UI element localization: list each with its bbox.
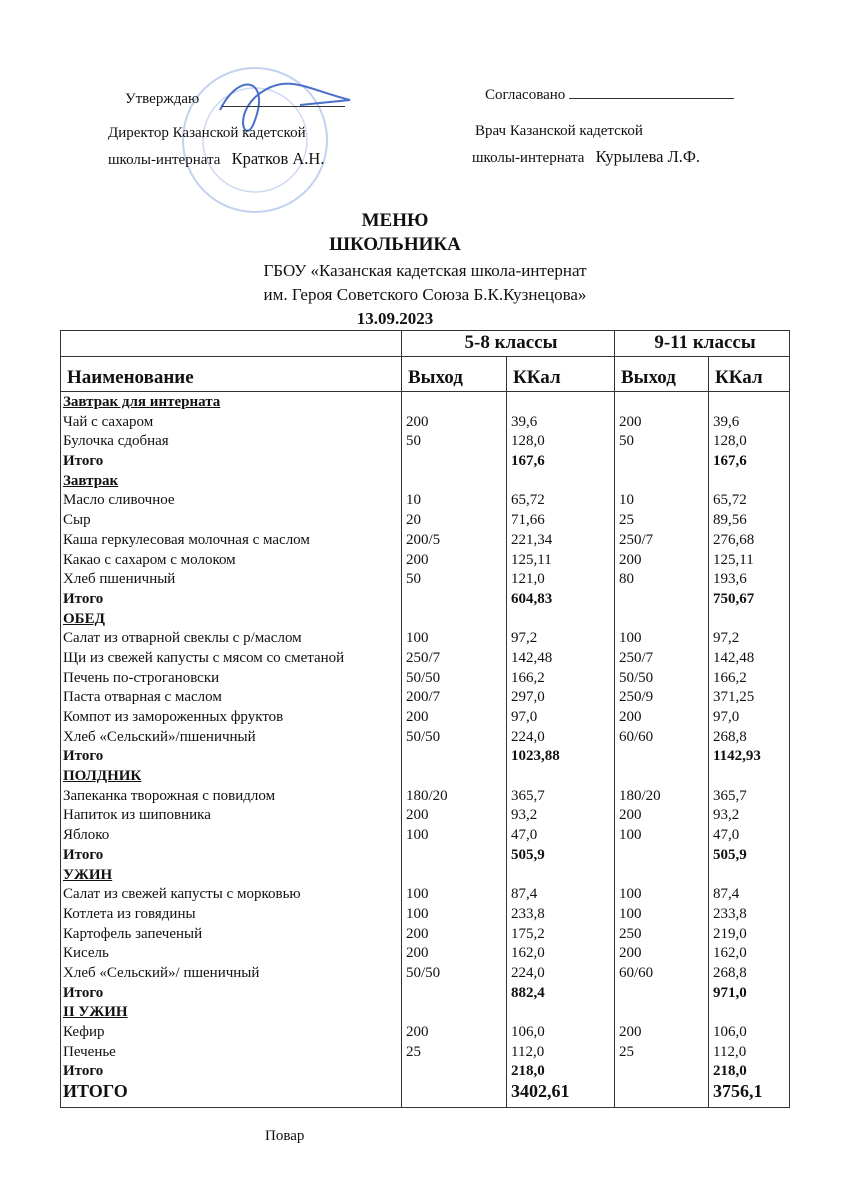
approve-signature-line [222, 106, 345, 107]
item-out-9-11 [615, 1003, 708, 1023]
approve-name: Кратков А.Н. [231, 149, 325, 168]
item-out-5-8: 100 [406, 827, 429, 844]
item-name: Яблоко [63, 827, 110, 844]
out2-column [614, 391, 708, 1107]
item-kcal-9-11 [709, 866, 789, 886]
item-kcal-5-8: 166,2 [511, 669, 545, 686]
item-kcal-5-8: 97,2 [511, 630, 538, 647]
item-out-5-8 [402, 767, 506, 787]
item-kcal-9-11: 167,6 [713, 453, 747, 470]
approve-position: Директор Казанской кадетской [108, 125, 306, 141]
approve-label: Утверждаю [125, 91, 200, 107]
item-out-9-11: 25 [619, 512, 634, 529]
item-out-9-11: 200 [619, 413, 642, 430]
item-out-9-11 [615, 866, 708, 886]
item-kcal-5-8: 121,0 [511, 571, 545, 588]
item-kcal-9-11 [709, 610, 789, 630]
item-out-5-8 [402, 846, 506, 866]
item-name: Итого [63, 453, 104, 470]
item-kcal-9-11: 365,7 [713, 787, 747, 804]
item-kcal-9-11: 219,0 [713, 925, 747, 942]
item-kcal-5-8: 233,8 [511, 905, 545, 922]
item-out-5-8: 250/7 [406, 649, 441, 666]
header-blank [61, 331, 401, 356]
item-kcal-9-11: 112,0 [713, 1043, 747, 1060]
agree-org: школы-интерната [472, 150, 585, 166]
item-name: Картофель запеченый [63, 925, 203, 942]
agree-name: Курылева Л.Ф. [595, 147, 701, 166]
item-out-5-8 [402, 590, 506, 610]
item-kcal-9-11: 87,4 [713, 886, 740, 903]
item-kcal-9-11 [709, 472, 789, 492]
kcal2-column [708, 391, 789, 1107]
item-kcal-9-11: 233,8 [713, 905, 747, 922]
col-out2-header: Выход [614, 357, 708, 391]
item-out-5-8: 100 [406, 630, 429, 647]
item-out-9-11 [615, 452, 708, 472]
item-out-5-8: 100 [406, 886, 429, 903]
item-out-9-11: 25 [619, 1043, 634, 1060]
item-name: Каша геркулесовая молочная с маслом [63, 531, 310, 548]
item-kcal-5-8: 167,6 [511, 453, 545, 470]
item-out-5-8: 200 [406, 945, 429, 962]
item-out-5-8: 50 [406, 571, 421, 588]
cook-label: Повар [265, 1128, 305, 1144]
item-name: Хлеб «Сельский»/ пшеничный [63, 964, 260, 981]
item-out-5-8: 200 [406, 807, 429, 824]
group-5-8-header: 5-8 классы [401, 331, 614, 356]
item-kcal-9-11: 371,25 [713, 689, 755, 706]
item-kcal-9-11: 162,0 [713, 945, 747, 962]
item-name: ИТОГО [63, 1081, 128, 1102]
agree-signature-line [569, 98, 734, 99]
item-name: Печень по-строгановски [63, 669, 220, 686]
item-kcal-9-11: 128,0 [713, 433, 747, 450]
org-line-1: ГБОУ «Казанская кадетская школа-интернат [263, 261, 587, 280]
col-name-header: Наименование [67, 367, 194, 388]
item-name: Кисель [63, 945, 109, 962]
item-kcal-5-8: 125,11 [511, 551, 552, 568]
section-title: II УЖИН [63, 1004, 128, 1021]
item-kcal-9-11: 193,6 [713, 571, 747, 588]
item-out-5-8: 50/50 [406, 669, 441, 686]
item-kcal-5-8: 218,0 [511, 1063, 545, 1080]
item-out-9-11: 80 [619, 571, 634, 588]
item-out-5-8: 200 [406, 1024, 429, 1040]
item-kcal-5-8: 505,9 [511, 846, 545, 863]
item-name: Хлеб пшеничный [63, 571, 176, 588]
item-out-5-8: 200/7 [406, 689, 441, 706]
item-out-5-8 [402, 393, 506, 413]
item-name: Масло сливочное [63, 492, 175, 509]
item-out-9-11: 50 [619, 433, 634, 450]
item-kcal-5-8: 3402,61 [511, 1081, 570, 1102]
item-out-9-11: 250 [619, 925, 642, 942]
item-kcal-5-8: 882,4 [511, 984, 545, 1001]
item-out-9-11: 180/20 [619, 787, 661, 804]
item-out-9-11: 250/7 [619, 531, 654, 548]
item-out-5-8: 100 [406, 905, 429, 922]
section-title: Завтрак для интерната [63, 394, 221, 410]
col-kcal2-header: ККал [708, 357, 789, 391]
approve-org: школы-интерната [108, 152, 221, 168]
group-9-11-header: 9-11 классы [614, 331, 789, 356]
item-name: Салат из отварной свеклы с р/маслом [63, 630, 302, 647]
item-out-5-8 [402, 472, 506, 492]
agree-position: Врач Казанской кадетской [475, 123, 643, 139]
item-out-5-8: 50 [406, 433, 421, 450]
item-kcal-5-8: 106,0 [511, 1024, 545, 1040]
item-name: Запеканка творожная с повидлом [63, 787, 276, 804]
item-out-9-11: 250/7 [619, 649, 654, 666]
item-name: Чай с сахаром [63, 413, 154, 430]
item-name: Итого [63, 590, 104, 607]
item-name: Компот из замороженных фруктов [63, 709, 284, 725]
item-out-5-8 [402, 1062, 506, 1082]
item-kcal-5-8: 1023,88 [511, 748, 560, 765]
item-out-9-11 [615, 767, 708, 787]
item-kcal-9-11: 125,11 [713, 551, 754, 568]
item-kcal-9-11: 268,8 [713, 964, 747, 981]
item-name: Итого [63, 1063, 104, 1080]
item-kcal-5-8: 128,0 [511, 433, 545, 450]
item-out-9-11 [615, 590, 708, 610]
item-kcal-9-11: 750,67 [713, 590, 755, 607]
org-line-2: им. Героя Советского Союза Б.К.Кузнецова» [263, 285, 587, 304]
item-kcal-5-8 [507, 393, 614, 413]
item-out-5-8 [402, 1082, 506, 1102]
item-out-9-11 [615, 610, 708, 630]
item-name: Хлеб «Сельский»/пшеничный [63, 728, 256, 745]
section-title: УЖИН [63, 866, 113, 883]
item-name: Итого [63, 984, 104, 1001]
name-column [61, 391, 401, 1107]
item-kcal-5-8: 604,83 [511, 590, 553, 607]
item-kcal-9-11: 47,0 [713, 827, 740, 844]
item-name: Итого [63, 846, 104, 863]
item-kcal-5-8: 297,0 [511, 689, 545, 706]
item-out-9-11: 200 [619, 1024, 642, 1040]
item-kcal-9-11: 166,2 [713, 669, 747, 686]
item-name: Какао с сахаром с молоком [63, 551, 236, 568]
item-kcal-9-11 [709, 393, 789, 413]
item-kcal-9-11: 89,56 [713, 512, 747, 529]
item-out-9-11 [615, 846, 708, 866]
item-kcal-9-11 [709, 767, 789, 787]
item-kcal-9-11: 93,2 [713, 807, 740, 824]
item-kcal-5-8: 47,0 [511, 827, 538, 844]
item-name: Итого [63, 748, 104, 765]
item-kcal-9-11: 971,0 [713, 984, 747, 1001]
item-out-9-11: 100 [619, 886, 642, 903]
item-out-9-11: 100 [619, 630, 642, 647]
item-name: Салат из свежей капусты с морковью [63, 886, 301, 903]
item-kcal-5-8 [507, 866, 614, 886]
item-kcal-9-11: 268,8 [713, 728, 747, 745]
item-name: Напиток из шиповника [63, 807, 211, 824]
item-kcal-5-8: 87,4 [511, 886, 538, 903]
item-kcal-5-8: 162,0 [511, 945, 545, 962]
item-kcal-5-8 [507, 472, 614, 492]
item-out-9-11: 200 [619, 551, 642, 568]
item-kcal-5-8: 175,2 [511, 925, 545, 942]
col-out1-header: Выход [401, 357, 506, 391]
item-out-5-8: 200/5 [406, 531, 441, 548]
item-name: Щи из свежей капусты с мясом со сметаной [63, 649, 345, 666]
item-out-9-11: 200 [619, 807, 642, 824]
item-kcal-5-8: 93,2 [511, 807, 538, 824]
item-out-5-8: 50/50 [406, 964, 441, 981]
item-out-9-11 [615, 472, 708, 492]
item-out-5-8: 25 [406, 1043, 421, 1060]
item-kcal-5-8: 39,6 [511, 413, 538, 430]
item-name: Сыр [63, 512, 91, 529]
item-kcal-5-8: 142,48 [511, 649, 553, 666]
item-out-5-8: 10 [406, 492, 421, 509]
item-kcal-5-8: 365,7 [511, 787, 545, 804]
item-kcal-9-11: 106,0 [713, 1024, 747, 1040]
kcal1-column [506, 391, 614, 1107]
item-kcal-5-8: 112,0 [511, 1043, 545, 1060]
out1-column [401, 391, 506, 1107]
item-kcal-5-8: 65,72 [511, 492, 545, 509]
item-out-9-11: 50/50 [619, 669, 654, 686]
menu-table [60, 330, 790, 1108]
item-kcal-5-8: 221,34 [511, 531, 553, 548]
item-kcal-9-11: 505,9 [713, 846, 747, 863]
item-out-9-11 [615, 747, 708, 767]
item-out-5-8: 180/20 [406, 787, 448, 804]
item-out-5-8: 200 [406, 413, 429, 430]
item-out-9-11 [615, 1062, 708, 1082]
item-kcal-9-11 [709, 1003, 789, 1023]
item-kcal-5-8: 224,0 [511, 728, 545, 745]
item-out-9-11: 100 [619, 827, 642, 844]
section-title: Завтрак [63, 472, 119, 489]
item-out-5-8 [402, 452, 506, 472]
item-kcal-5-8: 71,66 [511, 512, 545, 529]
item-kcal-9-11: 39,6 [713, 413, 740, 430]
item-out-9-11 [615, 1082, 708, 1102]
item-out-9-11 [615, 393, 708, 413]
item-out-9-11: 200 [619, 709, 642, 725]
col-kcal1-header: ККал [506, 357, 614, 391]
item-kcal-9-11: 276,68 [713, 531, 755, 548]
item-name: Печенье [63, 1043, 116, 1060]
item-kcal-5-8: 97,0 [511, 709, 538, 725]
item-out-9-11: 100 [619, 905, 642, 922]
section-title: ОБЕД [63, 610, 105, 627]
item-out-5-8 [402, 1003, 506, 1023]
item-out-5-8 [402, 984, 506, 1004]
item-name: Булочка сдобная [63, 433, 169, 450]
item-kcal-5-8 [507, 610, 614, 630]
item-kcal-5-8 [507, 767, 614, 787]
item-out-9-11: 60/60 [619, 728, 654, 745]
item-kcal-9-11: 218,0 [713, 1063, 747, 1080]
item-out-5-8 [402, 747, 506, 767]
item-name: Котлета из говядины [63, 905, 196, 922]
item-out-9-11: 60/60 [619, 964, 654, 981]
item-out-9-11: 250/9 [619, 689, 654, 706]
item-kcal-9-11: 97,0 [713, 709, 740, 725]
item-kcal-5-8: 224,0 [511, 964, 545, 981]
title-line-1: МЕНЮ [361, 210, 429, 231]
agree-label: Согласовано [485, 87, 566, 103]
item-kcal-9-11: 142,48 [713, 649, 755, 666]
item-kcal-9-11: 3756,1 [713, 1081, 763, 1102]
item-out-5-8: 50/50 [406, 728, 441, 745]
item-out-9-11: 200 [619, 945, 642, 962]
item-name: Паста отварная с маслом [63, 689, 222, 706]
item-out-5-8 [402, 610, 506, 630]
item-out-5-8 [402, 866, 506, 886]
item-kcal-9-11: 65,72 [713, 492, 747, 509]
item-out-5-8: 200 [406, 551, 429, 568]
menu-date: 13.09.2023 [356, 309, 434, 328]
item-out-5-8: 20 [406, 512, 421, 529]
item-kcal-9-11: 97,2 [713, 630, 740, 647]
item-name: Кефир [63, 1024, 105, 1040]
title-line-2: ШКОЛЬНИКА [329, 234, 461, 255]
item-out-9-11 [615, 984, 708, 1004]
section-title: ПОЛДНИК [63, 768, 142, 785]
item-out-9-11: 10 [619, 492, 634, 509]
item-out-5-8: 200 [406, 709, 429, 725]
item-kcal-5-8 [507, 1003, 614, 1023]
item-kcal-9-11: 1142,93 [713, 748, 761, 765]
item-out-5-8: 200 [406, 925, 429, 942]
